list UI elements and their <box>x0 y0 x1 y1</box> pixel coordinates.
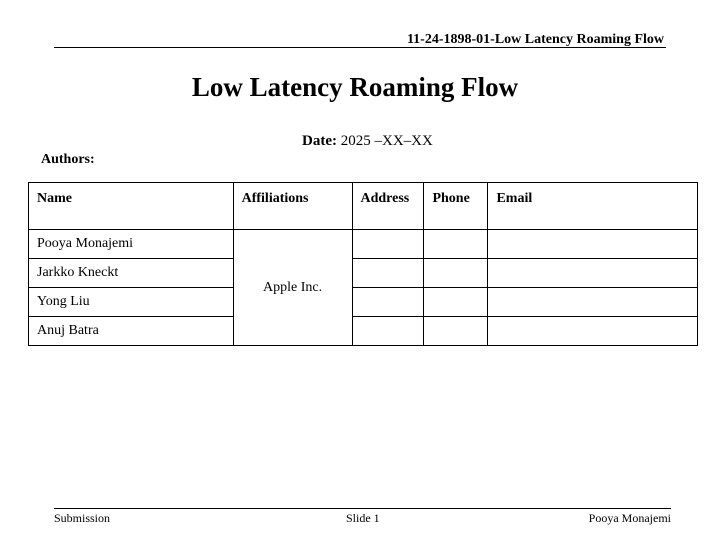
author-address <box>352 230 424 259</box>
author-email <box>488 288 698 317</box>
footer-divider <box>54 508 671 509</box>
column-header-affiliations: Affiliations <box>233 183 352 230</box>
authors-table <box>28 182 698 346</box>
author-affiliation: Apple Inc. <box>233 230 352 346</box>
author-name: Anuj Batra <box>29 317 234 346</box>
author-address <box>352 288 424 317</box>
author-email <box>488 317 698 346</box>
column-header-phone: Phone <box>424 183 488 230</box>
author-phone <box>424 288 488 317</box>
author-phone <box>424 259 488 288</box>
authors-label: Authors: <box>41 152 95 167</box>
date-label: Date: <box>302 133 337 149</box>
table-row <box>29 288 698 317</box>
table-row <box>29 317 698 346</box>
author-address <box>352 317 424 346</box>
footer-author: Pooya Monajemi <box>588 511 671 525</box>
table-row <box>29 230 698 259</box>
date-line <box>302 133 433 150</box>
column-header-name: Name <box>29 183 234 230</box>
table-header-row <box>29 183 698 230</box>
author-address <box>352 259 424 288</box>
author-email <box>488 230 698 259</box>
document-id: 11-24-1898-01-Low Latency Roaming Flow <box>406 32 664 47</box>
footer-submission: Submission <box>54 511 111 525</box>
author-phone <box>424 317 488 346</box>
column-header-email: Email <box>488 183 698 230</box>
header-divider <box>54 47 666 48</box>
column-header-address: Address <box>352 183 424 230</box>
author-name: Yong Liu <box>29 288 234 317</box>
footer-slide-number: Slide 1 <box>346 511 380 525</box>
table-row <box>29 259 698 288</box>
author-phone <box>424 230 488 259</box>
author-email <box>488 259 698 288</box>
author-name: Pooya Monajemi <box>29 230 234 259</box>
date-value: 2025 –XX–XX <box>340 133 433 149</box>
slide-title: Low Latency Roaming Flow <box>191 72 519 102</box>
author-name: Jarkko Kneckt <box>29 259 234 288</box>
